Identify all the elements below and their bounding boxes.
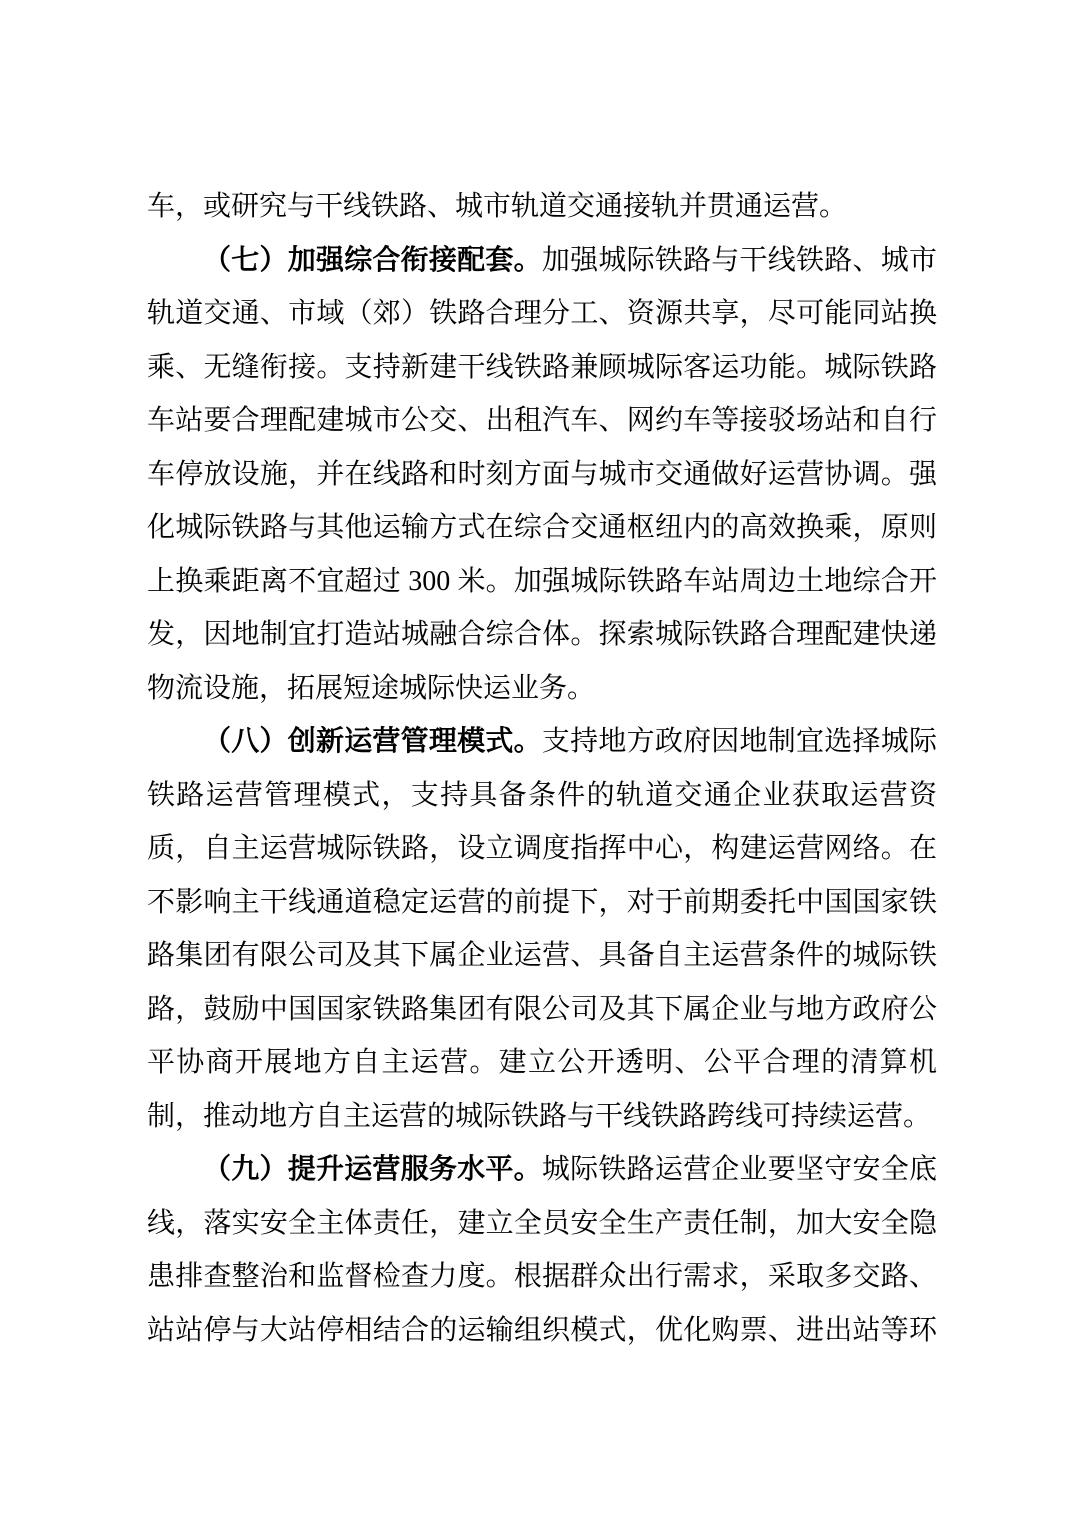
body-text: 乘、无缝衔接。支持新建干线铁路兼顾城际客运功能。城际铁路: [147, 351, 937, 383]
body-text: 车，或研究与干线铁路、城市轨道交通接轨并贯通运营。: [147, 191, 848, 222]
text-line: [147, 769, 937, 823]
body-text: 路，鼓励中国国家铁路集团有限公司及其下属企业与地方政府公: [147, 993, 937, 1025]
text-line: [147, 662, 937, 716]
text-line: [147, 180, 937, 234]
body-text: 线，落实安全主体责任，建立全员安全生产责任制，加大安全隐: [147, 1207, 937, 1239]
text-line: [147, 341, 937, 395]
text-line: [147, 1304, 937, 1358]
text-line: [147, 876, 937, 930]
text-line: [147, 1036, 937, 1090]
text-line: [147, 1143, 937, 1197]
text-line: [147, 501, 937, 555]
body-text: 不影响主干线通道稳定运营的前提下，对于前期委托中国国家铁: [147, 886, 937, 918]
body-text: 支持地方政府因地制宜选择城际: [541, 726, 937, 757]
body-text: 加强城际铁路与干线铁路、城市: [541, 244, 937, 276]
body-text: 车站要合理配建城市公交、出租汽车、网约车等接驳场站和自行: [147, 405, 937, 436]
body-text: 发，因地制宜打造站城融合综合体。探索城际铁路合理配建快递: [147, 619, 937, 650]
text-line: [147, 448, 937, 502]
body-text: 上换乘距离不宜超过 300 米。加强城际铁路车站周边土地综合开: [147, 565, 937, 597]
body-text: 化城际铁路与其他运输方式在综合交通枢纽内的高效换乘，原则: [147, 512, 937, 543]
text-line: [147, 983, 937, 1037]
text-line: [147, 822, 937, 876]
body-text: 站站停与大站停相结合的运输组织模式，优化购票、进出站等环: [147, 1314, 937, 1346]
text-line: [147, 715, 937, 769]
section-heading: （九）提升运营服务水平。: [203, 1154, 542, 1185]
body-text: 车停放设施，并在线路和时刻方面与城市交通做好运营协调。强: [147, 458, 937, 490]
text-line: [147, 1090, 937, 1144]
body-text: 路集团有限公司及其下属企业运营、具备自主运营条件的城际铁: [147, 940, 937, 971]
text-line: [147, 1197, 937, 1251]
document-body: [147, 180, 937, 1357]
text-line: [147, 929, 937, 983]
text-line: [147, 394, 937, 448]
body-text: 制，推动地方自主运营的城际铁路与干线铁路跨线可持续运营。: [147, 1100, 932, 1132]
body-text: 质，自主运营城际铁路，设立调度指挥中心，构建运营网络。在: [147, 833, 937, 864]
body-text: 城际铁路运营企业要坚守安全底: [541, 1154, 937, 1185]
text-line: [147, 1250, 937, 1304]
text-line: [147, 287, 937, 341]
text-line: [147, 234, 937, 288]
body-text: 物流设施，拓展短途城际快运业务。: [147, 672, 596, 704]
body-text: 轨道交通、市域（郊）铁路合理分工、资源共享，尽可能同站换: [147, 298, 937, 329]
section-heading: （七）加强综合衔接配套。: [203, 244, 542, 276]
text-line: [147, 608, 937, 662]
body-text: 铁路运营管理模式，支持具备条件的轨道交通企业获取运营资: [147, 779, 937, 811]
body-text: 患排查整治和监督检查力度。根据群众出行需求，采取多交路、: [147, 1261, 937, 1292]
text-line: [147, 555, 937, 609]
section-heading: （八）创新运营管理模式。: [203, 726, 542, 757]
body-text: 平协商开展地方自主运营。建立公开透明、公平合理的清算机: [147, 1047, 937, 1078]
